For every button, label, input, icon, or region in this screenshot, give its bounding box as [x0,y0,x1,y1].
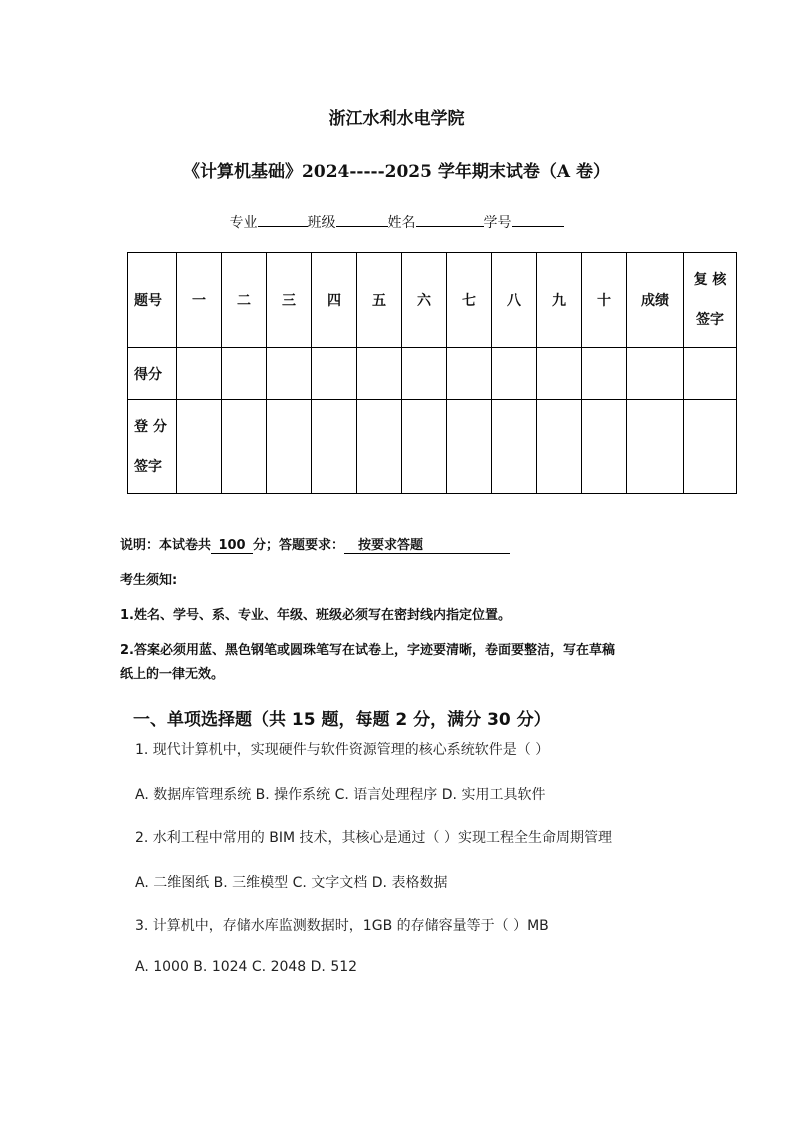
desc-mid: 分；答题要求： [253,538,345,553]
score-cell[interactable] [492,348,537,400]
entry-label-line1: 登 分 [134,418,167,435]
exam-title: 《计算机基础》2024-----2025 学年期末试卷（A 卷） [183,162,610,182]
col-9: 九 [537,253,582,348]
score-cell[interactable] [684,348,737,400]
col-5: 五 [357,253,402,348]
header-row-label: 题号 [128,253,177,348]
review-label-line1: 复 核 [693,272,727,288]
entry-sign-label [128,400,177,494]
id-label: 学号 [483,215,512,231]
question-3-stem: 3. 计算机中，存储水库监测数据时，1GB 的存储容量等于（ ）MB [135,918,549,934]
sign-cell[interactable] [357,400,402,494]
col-8: 八 [492,253,537,348]
review-sign-header [684,253,737,348]
score-row [128,348,737,400]
question-2-options: A. 二维图纸 B. 三维模型 C. 文字文档 D. 表格数据 [135,875,448,891]
entry-label-line2: 签字 [134,458,162,475]
score-row-label: 得分 [128,348,177,400]
sign-cell[interactable] [177,400,222,494]
score-cell[interactable] [402,348,447,400]
desc-prefix: 说明：本试卷共 [120,538,212,553]
question-1-options: A. 数据库管理系统 B. 操作系统 C. 语言处理程序 D. 实用工具软件 [135,787,546,803]
total-score-value: 100 [211,538,253,554]
sign-cell[interactable] [312,400,357,494]
score-cell[interactable] [177,348,222,400]
class-blank[interactable] [336,212,388,227]
question-3-options: A. 1000 B. 1024 C. 2048 D. 512 [135,959,358,975]
sign-cell[interactable] [447,400,492,494]
score-cell[interactable] [357,348,402,400]
score-cell[interactable] [627,348,684,400]
col-6: 六 [402,253,447,348]
sign-cell[interactable] [582,400,627,494]
class-label: 班级 [307,215,336,231]
sign-cell[interactable] [222,400,267,494]
exam-description [120,534,510,554]
score-cell[interactable] [312,348,357,400]
col-3: 三 [267,253,312,348]
rule-2-line-1: 2.答案必须用蓝、黑色钢笔或圆珠笔写在试卷上，字迹要清晰，卷面要整洁，写在草稿 [120,643,615,658]
score-table [127,252,737,494]
sign-cell[interactable] [684,400,737,494]
rule-2-line-2: 纸上的一律无效。 [120,667,225,682]
col-10: 十 [582,253,627,348]
sign-cell[interactable] [267,400,312,494]
notice-title: 考生须知: [120,573,178,588]
sign-cell[interactable] [402,400,447,494]
score-cell[interactable] [582,348,627,400]
col-1: 一 [177,253,222,348]
school-name: 浙江水利水电学院 [328,109,465,129]
review-label-line2: 签字 [696,312,724,328]
score-cell[interactable] [222,348,267,400]
score-cell[interactable] [447,348,492,400]
sign-cell[interactable] [627,400,684,494]
section-1-title: 一、单项选择题（共 15 题，每题 2 分，满分 30 分） [133,710,551,730]
student-id-blank[interactable] [512,212,564,227]
entry-sign-row [128,400,737,494]
score-table-header-row [128,253,737,348]
question-2-stem: 2. 水利工程中常用的 BIM 技术，其核心是通过（ ）实现工程全生命周期管理 [135,830,612,846]
major-label: 专业 [229,215,258,231]
score-cell[interactable] [267,348,312,400]
major-blank[interactable] [258,212,308,227]
rule-1: 1.姓名、学号、系、专业、年级、班级必须写在密封线内指定位置。 [120,608,511,623]
sign-cell[interactable] [537,400,582,494]
name-label: 姓名 [387,215,416,231]
col-2: 二 [222,253,267,348]
score-cell[interactable] [537,348,582,400]
student-info-line [0,212,793,232]
requirement-value: 按要求答题 [344,534,510,554]
col-total: 成绩 [627,253,684,348]
sign-cell[interactable] [492,400,537,494]
col-4: 四 [312,253,357,348]
name-blank[interactable] [416,212,484,227]
question-1-stem: 1. 现代计算机中，实现硬件与软件资源管理的核心系统软件是（ ） [135,742,550,758]
col-7: 七 [447,253,492,348]
